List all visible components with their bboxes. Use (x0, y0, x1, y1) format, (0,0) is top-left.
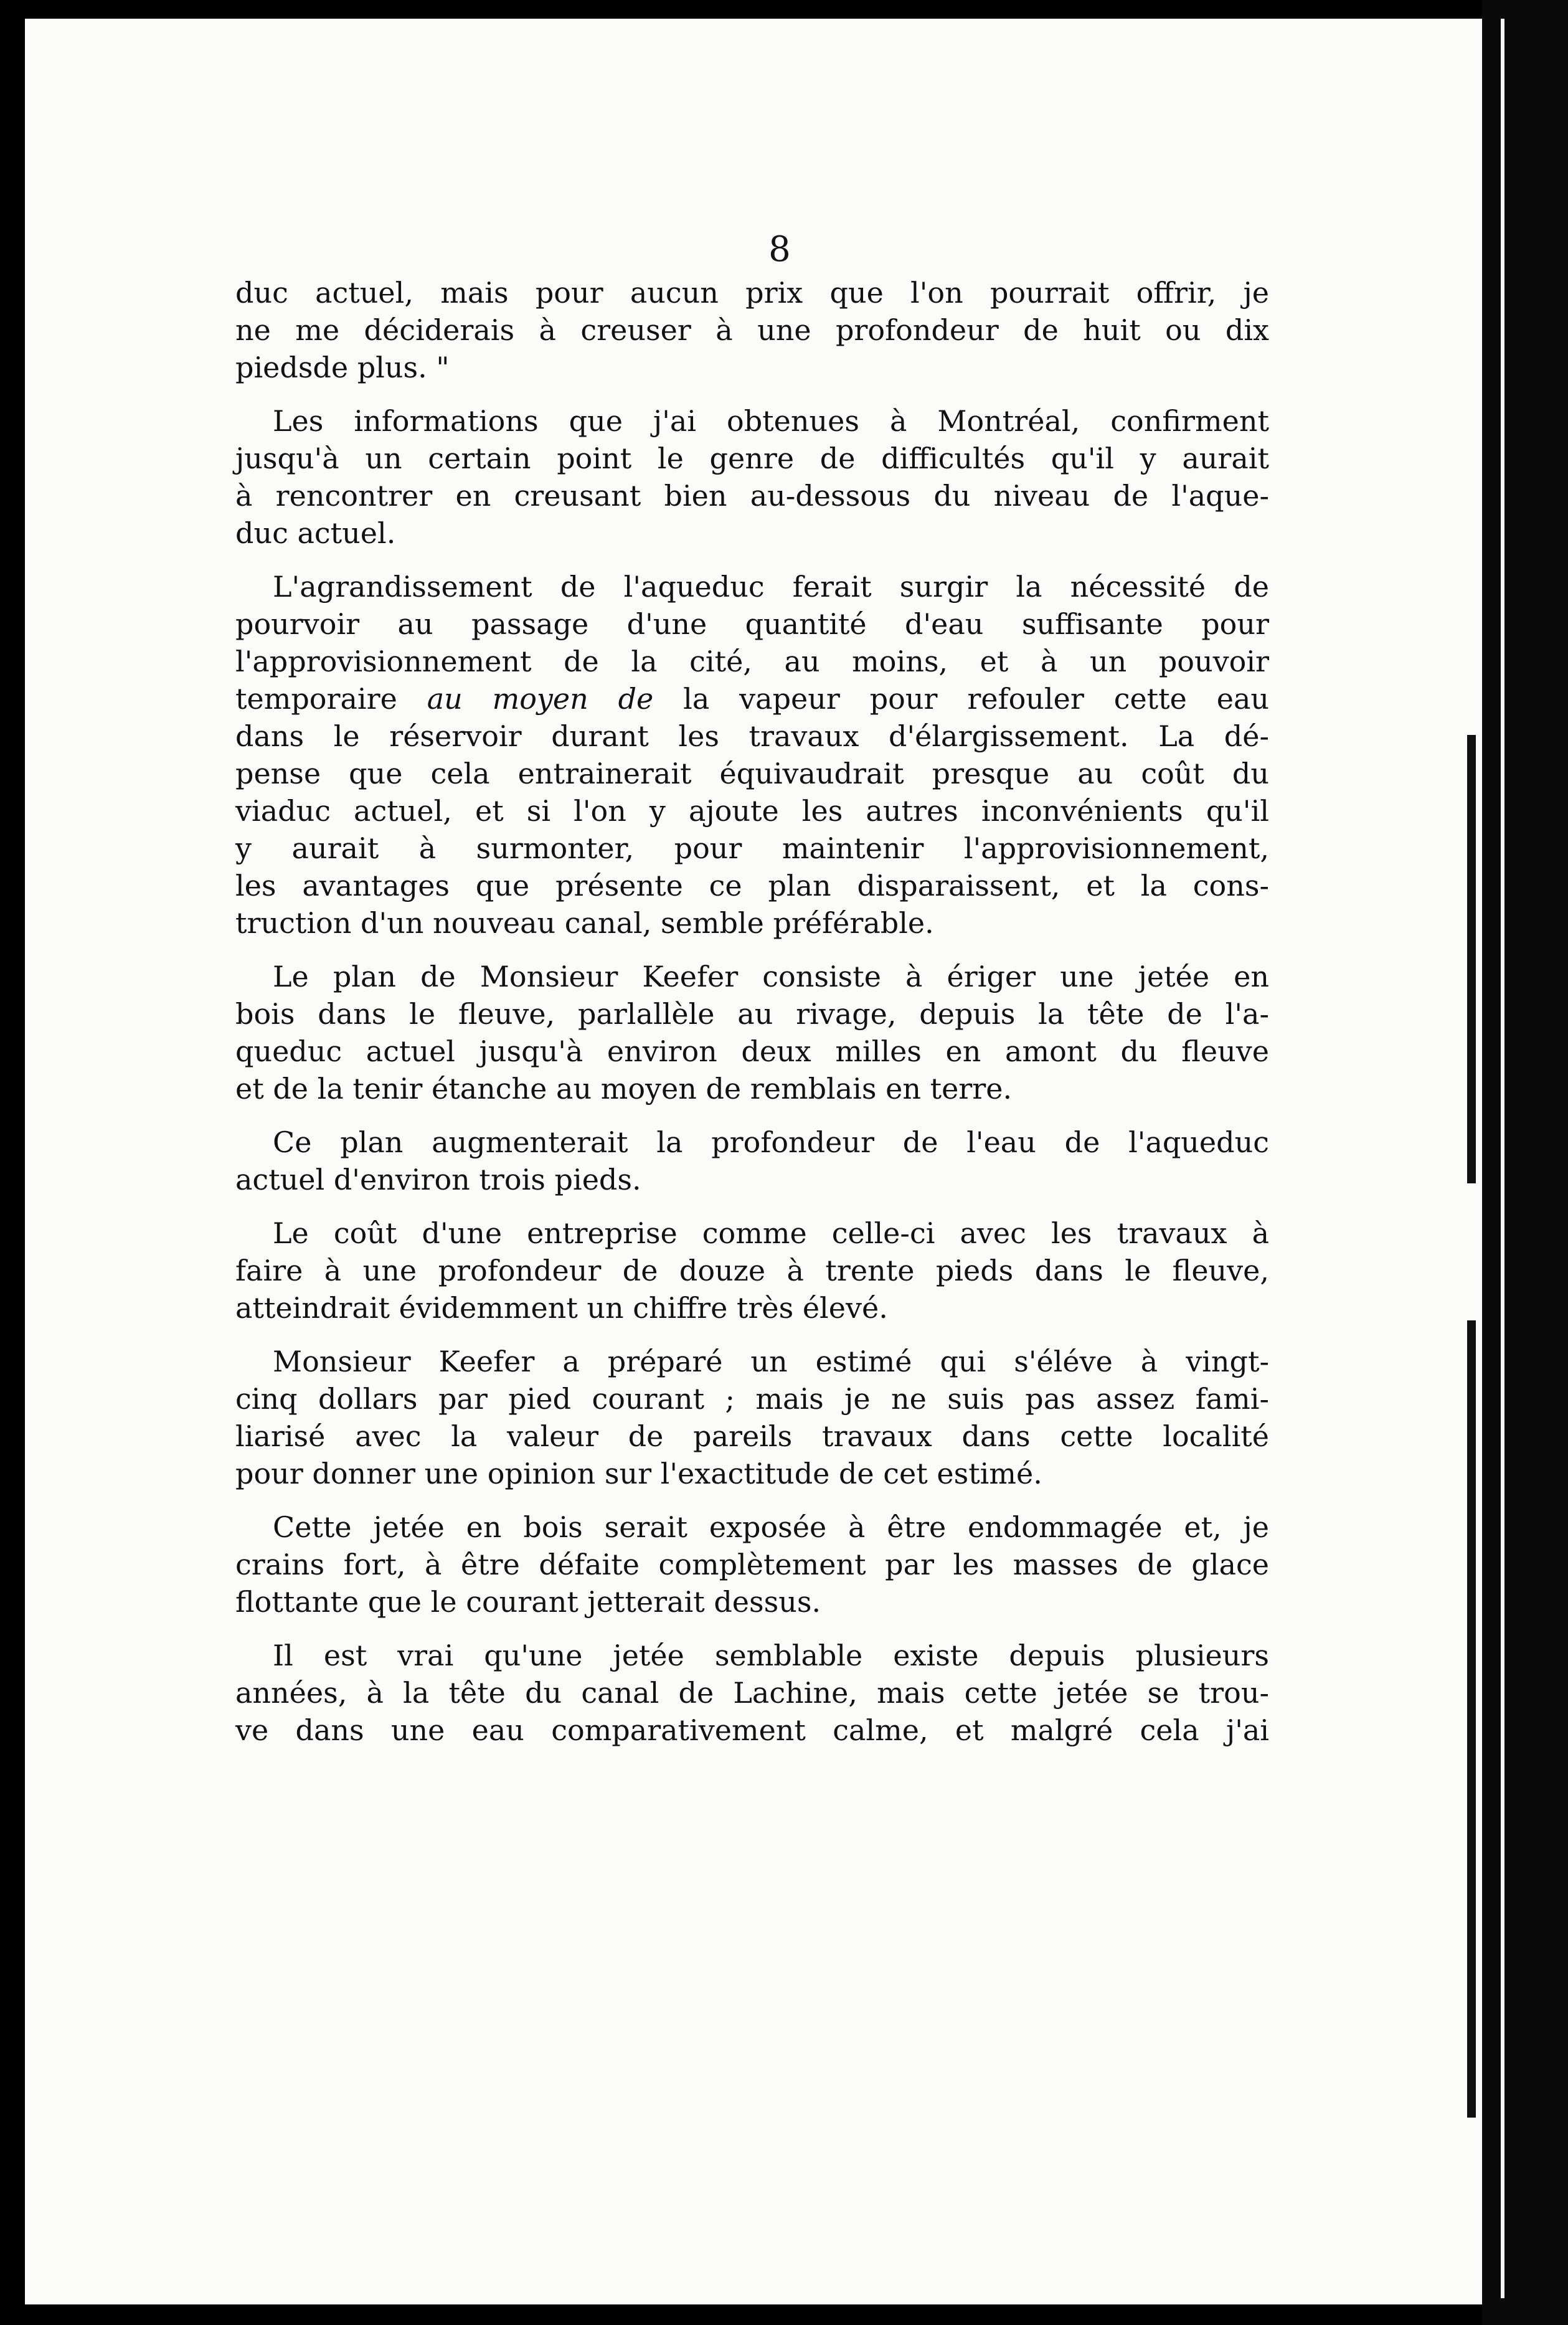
text-run: temporaire (235, 682, 397, 716)
text-line: actuel d'environ trois pieds. (235, 1163, 641, 1196)
page-number: 8 (768, 229, 791, 270)
text-line: l'approvisionnement de la cité, au moins, et à un pouvoir (235, 645, 1269, 678)
margin-mark (1467, 735, 1476, 1183)
text-line: ne me déciderais à creuser à une profondeur de huit ou dix (235, 313, 1269, 347)
text-line: duc actuel, mais pour aucun prix que l'on pourrait offrir, je (235, 276, 1269, 310)
text-line: à rencontrer en creusant bien au-dessous du niveau de l'aque- (235, 479, 1269, 513)
text-line: Ce plan augmenterait la profondeur de l'eau de l'aqueduc (273, 1125, 1269, 1159)
paragraph (235, 568, 1269, 942)
paragraph (235, 1215, 1269, 1327)
text-line: Il est vrai qu'une jetée semblable existe depuis plusieurs (273, 1639, 1269, 1672)
text-line: viaduc actuel, et si l'on y ajoute les autres inconvénients qu'il (235, 794, 1269, 828)
text-line: et de la tenir étanche au moyen de remblais en terre. (235, 1072, 1013, 1106)
text-line: Monsieur Keefer a préparé un estimé qui s'éléve à vingt- (273, 1345, 1269, 1378)
text-line: jusqu'à un certain point le genre de difficultés qu'il y aurait (235, 442, 1269, 475)
text-line: pourvoir au passage d'une quantité d'eau suffisante pour (235, 607, 1269, 641)
text-line: faire à une profondeur de douze à trente pieds dans le fleuve, (235, 1254, 1269, 1287)
text-line: crains fort, à être défaite complètement par les masses de glace (235, 1548, 1269, 1581)
text-line: dans le réservoir durant les travaux d'élargissement. La dé- (235, 719, 1269, 753)
text-line: flottante que le courant jetterait dessus. (235, 1585, 821, 1619)
italic-phrase: au moyen de (427, 682, 654, 716)
paragraph (235, 958, 1269, 1107)
text-line: Cette jetée en bois serait exposée à être endommagée et, je (273, 1510, 1269, 1544)
paragraph (235, 1343, 1269, 1492)
text-line: pour donner une opinion sur l'exactitude de cet estimé. (235, 1457, 1042, 1490)
paragraph (235, 402, 1269, 552)
text-line: liarisé avec la valeur de pareils travaux dans cette localité (235, 1419, 1269, 1453)
page-edge-line (1501, 19, 1504, 2298)
text-line: duc actuel. (235, 516, 396, 550)
paragraph (235, 1124, 1269, 1198)
text-line: années, à la tête du canal de Lachine, mais cette jetée se trou- (235, 1676, 1269, 1710)
text-line: bois dans le fleuve, parlallèle au rivage, depuis la tête de l'a- (235, 997, 1269, 1031)
text-line: truction d'un nouveau canal, semble préférable. (235, 906, 934, 940)
page-edge-shadow (1482, 0, 1568, 2325)
paragraph (235, 274, 1269, 386)
text-line: ve dans une eau comparativement calme, et malgré cela j'ai (235, 1713, 1269, 1747)
margin-mark (1467, 1320, 1476, 2118)
text-line: L'agrandissement de l'aqueduc ferait surgir la nécessité de (273, 570, 1269, 604)
body-text (235, 274, 1269, 1765)
text-line-mixed (235, 680, 1269, 717)
text-line: Le plan de Monsieur Keefer consiste à ériger une jetée en (273, 960, 1269, 993)
text-run: la vapeur pour refouler cette eau (683, 682, 1270, 716)
text-line: les avantages que présente ce plan disparaissent, et la cons- (235, 869, 1269, 902)
paragraph (235, 1637, 1269, 1749)
text-line: pense que cela entrainerait équivaudrait presque au coût du (235, 757, 1269, 790)
text-line: y aurait à surmonter, pour maintenir l'approvisionnement, (235, 831, 1269, 865)
text-line: Le coût d'une entreprise comme celle-ci avec les travaux à (273, 1216, 1269, 1250)
text-line: Les informations que j'ai obtenues à Montréal, confirment (273, 404, 1269, 438)
text-line: atteindrait évidemment un chiffre très élevé. (235, 1291, 888, 1325)
text-line: queduc actuel jusqu'à environ deux milles en amont du fleuve (235, 1035, 1269, 1068)
text-line: piedsde plus. " (235, 351, 450, 384)
text-line: cinq dollars par pied courant ; mais je ne suis pas assez fami- (235, 1382, 1269, 1416)
paragraph (235, 1508, 1269, 1621)
